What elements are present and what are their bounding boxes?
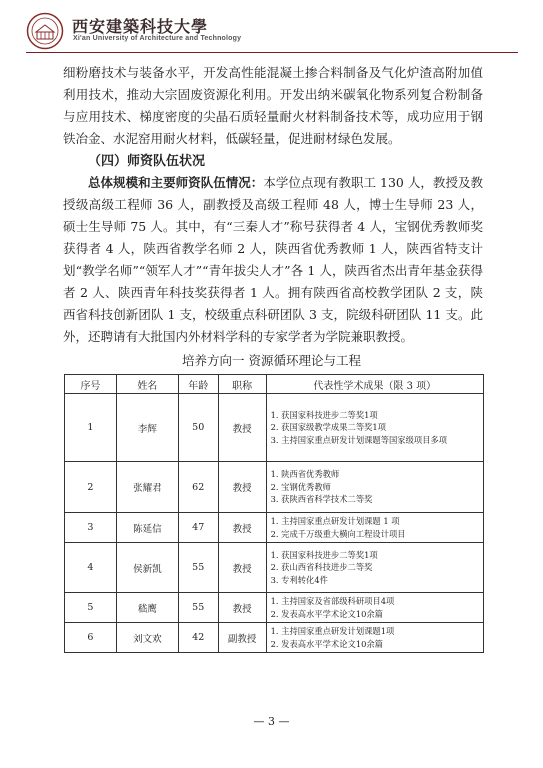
table-row [65,513,484,543]
cell-achievements [266,543,483,593]
cell-age: 50 [178,394,218,462]
page-number: — 3 — [253,715,290,728]
cell-title: 教授 [218,543,266,593]
cell-no: 2 [65,462,117,513]
achievement-item: 1. 主持国家及省部级科研项目4项 [270,596,395,606]
school-name-en: Xi'an University of Architecture and Technology [73,35,242,42]
cell-title: 教授 [218,593,266,623]
header-no: 序号 [65,375,117,394]
paragraph-continued: 细粉磨技术与装备水平，开发高性能混凝土掺合料制备及气化炉渣高附加值利用技术，推动大宗固废资源化利用。开发出纳米碳氧化物系列复合粉制备与应用技术、梯度密度的尖晶石质轻量耐火材料制备技术等，成功应用于钢铁冶金、水泥窑用耐火材料，低碳轻量，促进耐材绿色发展。 [63,65,483,146]
achievement-item: 1. 获国家科技进步二等奖1项 [270,549,378,560]
cell-no: 3 [65,513,117,543]
achievement-item: 1. 主持国家重点研发计划课题 1 项 [270,516,400,526]
table-row [65,462,484,513]
cell-achievements [266,462,483,513]
table-row [65,593,484,623]
cell-achievements [266,513,483,543]
table-caption: 培养方向一 资源循环理论与工程 [182,353,361,368]
faculty-paragraph-text: 本学位点现有教职工 130 人，教授及教授级高级工程师 36 人，副教授及高级工程师 48 人，博士生导师 23 人，硕士生导师 75 人。其中，有“三秦人才”称号获得者 4 人，宝钢优秀教师奖获得者 4 人，陕西省教学名师 2 人，陕西省优秀教师 1 人，陕西省特支计划“教学名师”“领军人才”“青年拔尖人才”各 1 人，陕西省杰出青年基金获得者 2 人、陕西青年科技奖获得者 1 人。拥有陕西省高校教学团队 2 支，陕西省科技创新团队 1 支，校级重点科研团队 3 支，院级科研团队 11 支。此外，还聘请有大批国内外材料学科的专家学者为学院兼职教授。 [63,175,483,344]
cell-title: 教授 [218,462,266,513]
cell-title: 教授 [218,513,266,543]
cell-no: 1 [65,394,117,462]
achievement-item: 3. 主持国家重点研发计划课题等国家级项目多项 [270,434,448,445]
cell-age: 55 [178,593,218,623]
table-row [65,623,484,653]
cell-name: 李辉 [116,394,178,462]
cell-name: 嵇鹰 [116,593,178,623]
table-header-row [65,375,484,394]
cell-age: 42 [178,623,218,653]
achievement-item: 3. 获陕西省科学技术二等奖 [270,494,373,505]
section-heading: （四）师资队伍状况 [88,154,206,169]
faculty-paragraph-lead: 总体规模和主要师资队伍情况： [88,175,264,190]
cell-name: 陈延信 [116,513,178,543]
header-divider [26,52,518,53]
cell-achievements [266,593,483,623]
cell-title: 教授 [218,394,266,462]
page-header [26,10,516,50]
achievement-item: 1. 获国家科技进步二等奖1项 [270,409,378,420]
achievement-item: 2. 发表高水平学术论文10余篇 [270,608,383,619]
cell-name: 张耀君 [116,462,178,513]
achievement-item: 1. 主持国家重点研发计划课题1项 [270,626,395,636]
cell-age: 55 [178,543,218,593]
cell-achievements [266,394,483,462]
achievement-item: 3. 专利转化4件 [270,574,328,585]
header-name: 姓名 [116,375,178,394]
cell-age: 62 [178,462,218,513]
cell-no: 4 [65,543,117,593]
header-title: 职称 [218,375,266,394]
header-age: 年龄 [178,375,218,394]
cell-achievements [266,623,483,653]
school-name-cn: 西安建築科技大學 [72,17,209,36]
faculty-paragraph [63,172,483,348]
cell-no: 5 [65,593,117,623]
achievement-item: 2. 完成千万级重大横向工程设计项目 [270,528,406,539]
achievement-item: 2. 发表高水平学术论文10余篇 [270,638,383,649]
cell-no: 6 [65,623,117,653]
achievement-item: 2. 宝钢优秀教师 [270,481,331,492]
cell-title: 副教授 [218,623,266,653]
achievement-item: 1. 陕西省优秀教师 [270,469,340,480]
cell-age: 47 [178,513,218,543]
cell-name: 侯新凯 [116,543,178,593]
achievement-item: 2. 获国家级教学成果二等奖1项 [270,422,386,433]
table-row [65,543,484,593]
university-seal-icon [26,12,64,50]
cell-name: 刘文欢 [116,623,178,653]
table-row [65,394,484,462]
faculty-table [64,374,484,653]
achievement-item: 2. 获山西省科技进步二等奖 [270,562,373,573]
header-achievements: 代表性学术成果（限 3 项） [266,375,483,394]
